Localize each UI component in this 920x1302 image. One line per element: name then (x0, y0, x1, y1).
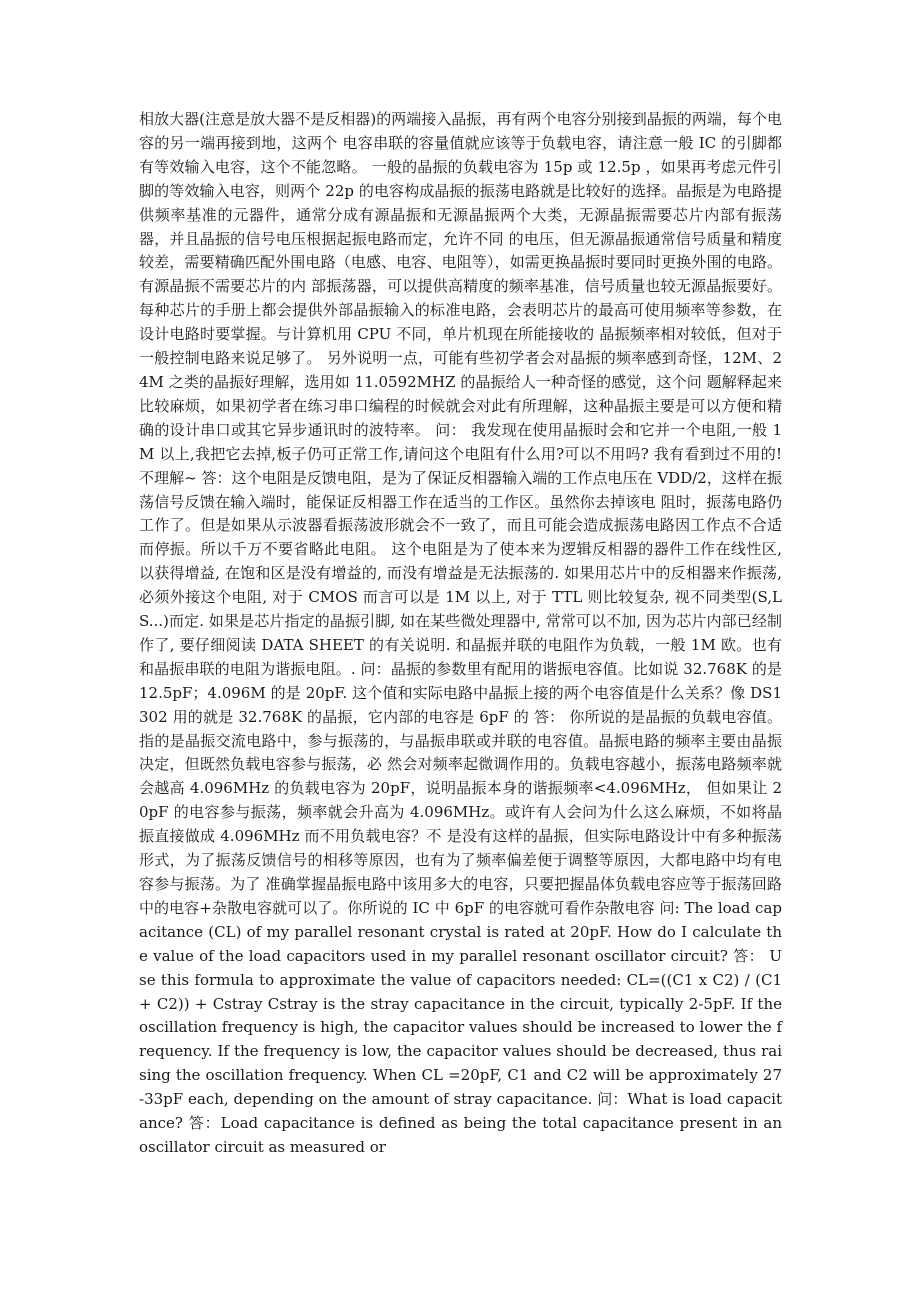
body-paragraph: 相放大器(注意是放大器不是反相器)的两端接入晶振，再有两个电容分别接到晶振的两端，每个电容的另一端再接到地，这两个 电容串联的容量值就应该等于负载电容，请注意一般 IC 的引脚都有等效输入电容，这个不能忽略。 一般的晶振的负载电容为 15p 或 12.5p ，如果再考虑元件引脚的等效输入电容，则两个 22p 的电容构成晶振的振荡电路就是比较好的选择。晶振是为电路提供频率基准的元器件，通常分成有源晶振和无源晶振两个大类，无源晶振需要芯片内部有振荡器，并且晶振的信号电压根据起振电路而定，允许不同 的电压，但无源晶振通常信号质量和精度较差，需要精确匹配外围电路（电感、电容、电阻等），如需更换晶振时要同时更换外围的电路。有源晶振不需要芯片的内 部振荡器，可以提供高精度的频率基准，信号质量也较无源晶振要好。 每种芯片的手册上都会提供外部晶振输入的标准电路，会表明芯片的最高可使用频率等参数，在设计电路时要掌握。与计算机用 CPU 不同，单片机现在所能接收的 晶振频率相对较低，但对于一般控制电路来说足够了。 另外说明一点，可能有些初学者会对晶振的频率感到奇怪，12M、24M 之类的晶振好理解，选用如 11.0592MHZ 的晶振给人一种奇怪的感觉，这个问 题解释起来比较麻烦，如果初学者在练习串口编程的时候就会对此有所理解，这种晶振主要是可以方便和精确的设计串口或其它异步通讯时的波特率。 问： 我发现在使用晶振时会和它并一个电阻,一般 1M 以上,我把它去掉,板子仍可正常工作,请问这个电阻有什么用?可以不用吗? 我有看到过不用的!不理解~ 答：这个电阻是反馈电阻，是为了保证反相器输入端的工作点电压在 VDD/2，这样在振荡信号反馈在输入端时，能保证反相器工作在适当的工作区。虽然你去掉该电 阻时，振荡电路仍工作了。但是如果从示波器看振荡波形就会不一致了，而且可能会造成振荡电路因工作点不合适而停振。所以千万不要省略此电阻。 这个电阻是为了使本来为逻辑反相器的器件工作在线性区, 以获得增益, 在饱和区是没有增益的, 而没有增益是无法振荡的. 如果用芯片中的反相器来作振荡, 必须外接这个电阻, 对于 CMOS 而言可以是 1M 以上, 对于 TTL 则比较复杂, 视不同类型(S,LS...)而定. 如果是芯片指定的晶振引脚, 如在某些微处理器中, 常常可以不加, 因为芯片内部已经制作了, 要仔细阅读 DATA SHEET 的有关说明. 和晶振并联的电阻作为负载，一般 1M 欧。也有和晶振串联的电阻为谐振电阻。. 问：晶振的参数里有配用的谐振电容值。比如说 32.768K 的是 12.5pF；4.096M 的是 20pF. 这个值和实际电路中晶振上接的两个电容值是什么关系？像 DS1302 用的就是 32.768K 的晶振，它内部的电容是 6pF 的 答： 你所说的是晶振的负载电容值。指的是晶振交流电路中，参与振荡的，与晶振串联或并联的电容值。晶振电路的频率主要由晶振决定，但既然负载电容参与振荡，必 然会对频率起微调作用的。负载电容越小，振荡电路频率就会越高 4.096MHz 的负载电容为 20pF，说明晶振本身的谐振频率<4.096MHz， 但如果让 20pF 的电容参与振荡，频率就会升高为 4.096MHz。或许有人会问为什么这么麻烦，不如将晶振直接做成 4.096MHz 而不用负载电容？不 是没有这样的晶振，但实际电路设计中有多种振荡形式，为了振荡反馈信号的相移等原因，也有为了频率偏差便于调整等原因，大都电路中均有电容参与振荡。为了 准确掌握晶振电路中该用多大的电容，只要把握晶体负载电容应等于振荡回路中的电容+杂散电容就可以了。你所说的 IC 中 6pF 的电容就可看作杂散电容 问: The load capacitance (CL) of my parallel resonant crystal is rated at 20pF. How do I calculate the value of the load capacitors used in my parallel resonant oscillator circuit? 答： Use this formula to approximate the value of capacitors needed: CL=((C1 x C2) / (C1 + C2)) + Cstray Cstray is the stray capacitance in the circuit, typically 2-5pF. If the oscillation frequency is high, the capacitor values should be increased to lower the frequency. If the frequency is low, the capacitor values should be decreased, thus raising the oscillation frequency. When CL =20pF, C1 and C2 will be approximately 27-33pF each, depending on the amount of stray capacitance. 问：What is load capacitance? 答：Load capacitance is defined as being the total capacitance present in an oscillator circuit as measured or (139, 110, 782, 1156)
